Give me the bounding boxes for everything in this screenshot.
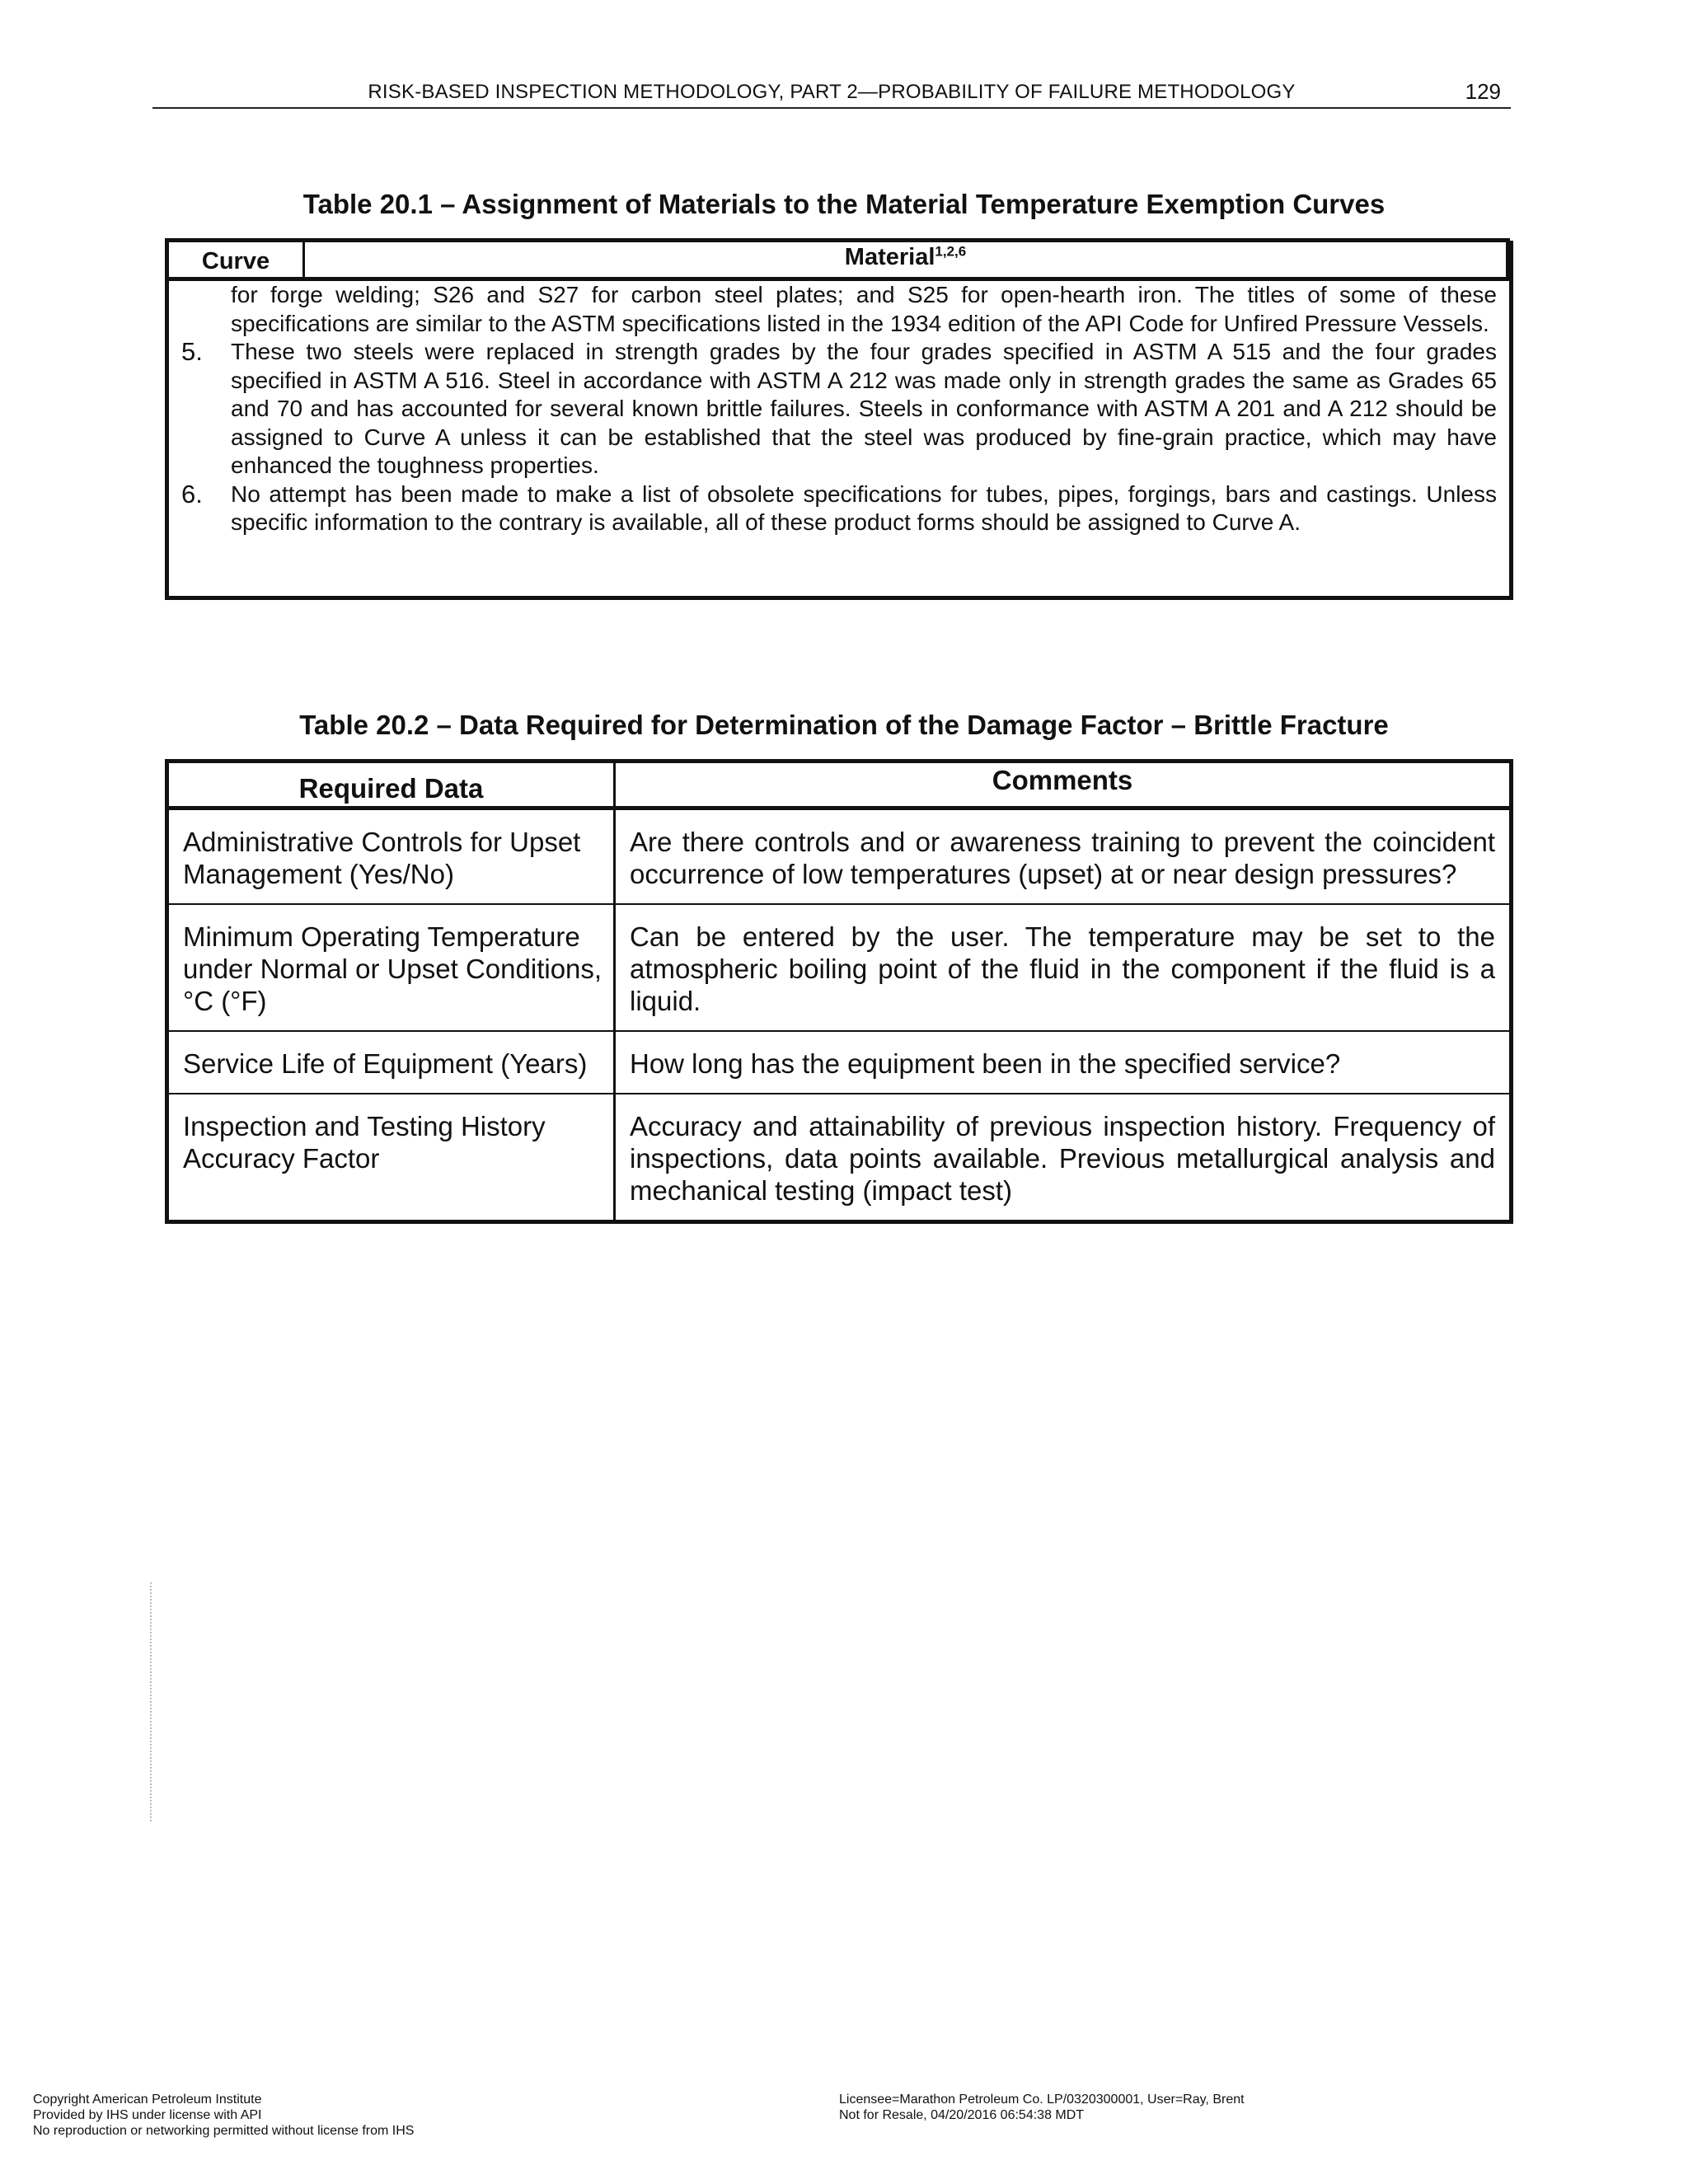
note-text: for forge welding; S26 and S27 for carbon steel plates; and S25 for open-hearth iron. The titles of some of these specifications are similar to the ASTM specifications listed in the 1934 edition of the API Code for Unfired Pressure Vessels. — [231, 282, 1497, 336]
table-20-1-notes — [165, 281, 1513, 537]
table-20-2-caption: Table 20.2 – Data Required for Determination of the Damage Factor – Brittle Fracture — [299, 710, 1389, 740]
note-text: No attempt has been made to make a list of obsolete specifications for tubes, pipes, forgings, bars and castings. Unless specific information to the contrary is available, all of these product forms should be assigned to Curve A. — [231, 480, 1497, 535]
note-number: 6. — [181, 479, 203, 509]
table-row — [169, 905, 1509, 1032]
footer-line: No reproduction or networking permitted without license from IHS — [33, 2124, 415, 2138]
running-header-title: RISK-BASED INSPECTION METHODOLOGY, PART 2—PROBABILITY OF FAILURE METHODOLOGY — [368, 81, 1296, 103]
required-data-cell: Minimum Operating Temperature under Normal or Upset Conditions, °C (°F) — [169, 905, 616, 1030]
running-header — [152, 77, 1511, 109]
table-row — [169, 810, 1509, 905]
comment-cell: Accuracy and attainability of previous inspection history. Frequency of inspections, data points available. Previous metallurgical analysis and mechanical testing (impact test) — [630, 1111, 1495, 1206]
table-20-1-caption: Table 20.1 – Assignment of Materials to the Material Temperature Exemption Curves — [302, 189, 1386, 219]
curve-column-header: Curve — [169, 242, 305, 277]
table-20-2 — [165, 759, 1513, 1224]
comment-cell: Can be entered by the user. The temperature may be set to the atmospheric boiling point of the fluid in the component if the fluid is a liquid. — [630, 921, 1495, 1016]
material-footnote-refs: 1,2,6 — [935, 243, 967, 260]
margin-artifact — [150, 1582, 154, 1821]
required-data-column-header: Required Data — [169, 763, 616, 806]
comments-column-header: Comments — [992, 765, 1133, 795]
note-item — [165, 480, 1513, 537]
table-20-2-header — [169, 763, 1509, 810]
table-row — [169, 1032, 1509, 1094]
note-item — [165, 281, 1513, 338]
material-column-header — [305, 242, 1506, 277]
footer-line: Copyright American Petroleum Institute — [33, 2093, 262, 2107]
required-data-cell: Inspection and Testing History Accuracy Factor — [169, 1094, 616, 1220]
required-data-cell: Administrative Controls for Upset Management (Yes/No) — [169, 810, 616, 903]
page-number: 129 — [1465, 79, 1501, 104]
comment-cell: Are there controls and or awareness training to prevent the coincident occurrence of low temperatures (upset) at or near design pressures? — [630, 827, 1495, 889]
comment-cell: How long has the equipment been in the specified service? — [630, 1048, 1341, 1079]
footer-license — [839, 2092, 1245, 2123]
footer-line: Licensee=Marathon Petroleum Co. LP/0320300001, User=Ray, Brent — [839, 2093, 1245, 2107]
footer-line: Not for Resale, 04/20/2016 06:54:38 MDT — [839, 2108, 1085, 2122]
table-row — [169, 1094, 1509, 1220]
table-20-1-header — [165, 238, 1510, 281]
note-item — [165, 338, 1513, 480]
footer-copyright — [33, 2092, 414, 2139]
footer-line: Provided by IHS under license with API — [33, 2108, 262, 2122]
material-column-label: Material — [844, 244, 935, 270]
note-number: 5. — [181, 337, 203, 366]
note-number — [165, 281, 231, 338]
required-data-cell: Service Life of Equipment (Years) — [169, 1032, 616, 1093]
note-text: These two steels were replaced in strength grades by the four grades specified in ASTM A 515 and the four grades specified in ASTM A 516. Steel in accordance with ASTM A 212 was made only in strength grades the same as Grades 65 and 70 and has accounted for several known brittle failures. Steels in conformance with ASTM A 201 and A 212 should be assigned to Curve A unless it can be established that the steel was produced by fine-grain practice, which may have enhanced the toughness properties. — [231, 339, 1497, 478]
